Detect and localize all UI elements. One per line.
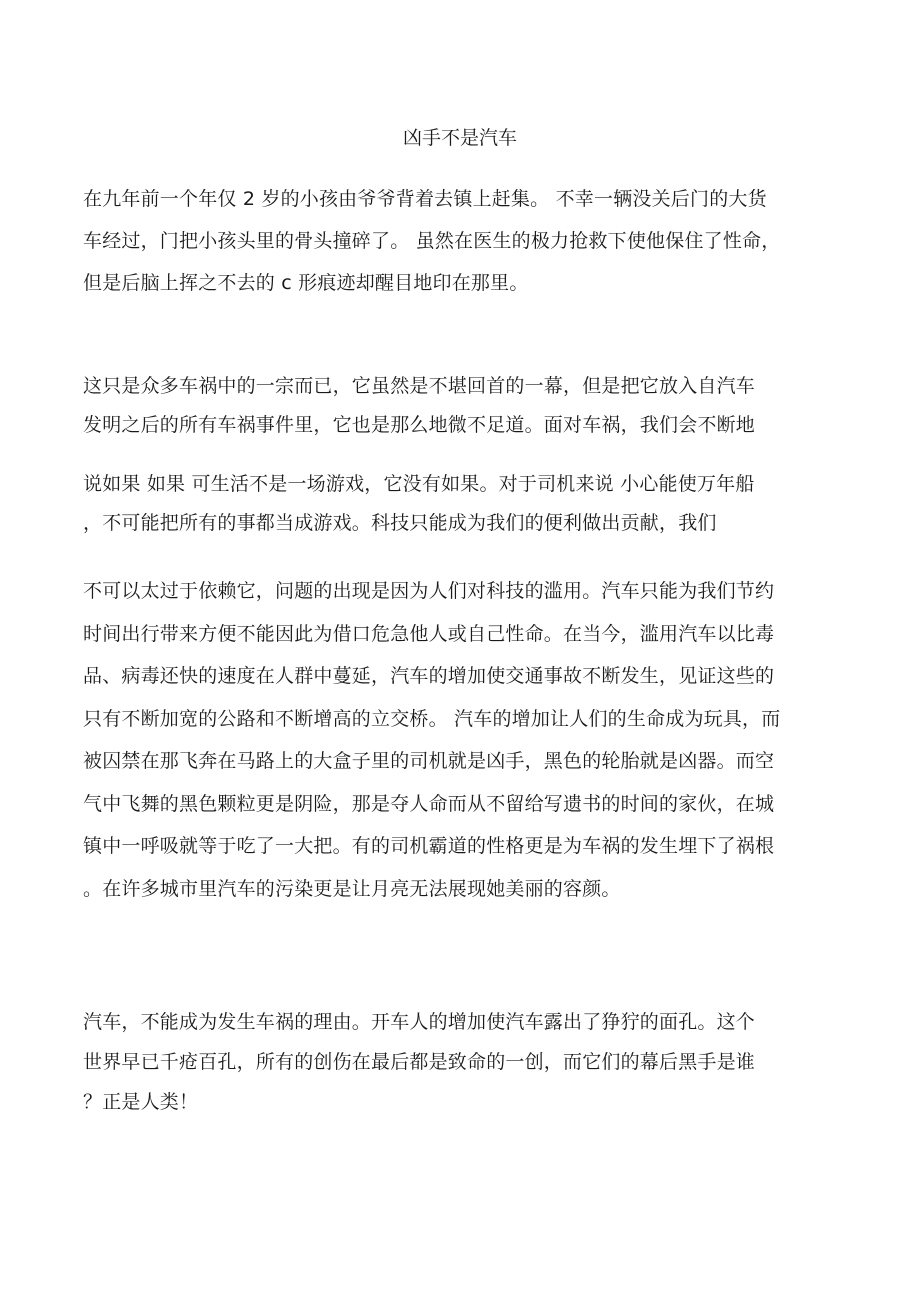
text-line: ，不可能把所有的事都当成游戏。科技只能成为我们的便利做出贡献，我们 xyxy=(83,512,717,534)
text-line: 说如果 如果 可生活不是一场游戏，它没有如果。对于司机来说 小心能使万年船 xyxy=(83,473,755,495)
text-line: 气中飞舞的黑色颗粒更是阴险，那是夺人命而从不留给写遗书的时间的家伙，在城 xyxy=(83,793,775,815)
text-line: ？正是人类！ xyxy=(83,1091,199,1113)
text-line: 被囚禁在那飞奔在马路上的大盒子里的司机就是凶手，黑色的轮胎就是凶器。而空 xyxy=(83,750,775,772)
text-line: 世界早已千疮百孔，所有的创伤在最后都是致命的一创，而它们的幕后黑手是谁 xyxy=(83,1051,756,1073)
text-line: 汽车，不能成为发生车祸的理由。开车人的增加使汽车露出了狰狞的面孔。这个 xyxy=(83,1011,756,1033)
text-line: 。在许多城市里汽车的污染更是让月亮无法展现她美丽的容颜。 xyxy=(83,878,621,900)
text-line: 车经过，门把小孩头里的骨头撞碎了。 虽然在医生的极力抢救下使他保住了性命， xyxy=(83,230,781,252)
text-line: 品、病毒还快的速度在人群中蔓延，汽车的增加使交通事故不断发生，见证这些的 xyxy=(83,665,775,687)
text-line: 不可以太过于依赖它，问题的出现是因为人们对科技的滥用。汽车只能为我们节约 xyxy=(83,580,775,602)
text-line: 在九年前一个年仅 2 岁的小孩由爷爷背着去镇上赶集。 不幸一辆没关后门的大货 xyxy=(83,188,767,210)
document-title: 凶手不是汽车 xyxy=(402,127,517,149)
text-line: 时间出行带来方便不能因此为借口危急他人或自己性命。在当今，滥用汽车以比毒 xyxy=(83,623,775,645)
text-line: 这只是众多车祸中的一宗而已，它虽然是不堪回首的一幕，但是把它放入自汽车 xyxy=(83,375,756,397)
text-line: 镇中一呼吸就等于吃了一大把。有的司机霸道的性格更是为车祸的发生埋下了祸根 xyxy=(83,835,775,857)
text-line: 只有不断加宽的公路和不断增高的立交桥。 汽车的增加让人们的生命成为玩具，而 xyxy=(83,708,781,730)
text-line: 但是后脑上挥之不去的 c 形痕迹却醒目地印在那里。 xyxy=(83,272,529,294)
text-line: 发明之后的所有车祸事件里，它也是那么地微不足道。面对车祸，我们会不断地 xyxy=(83,414,756,436)
